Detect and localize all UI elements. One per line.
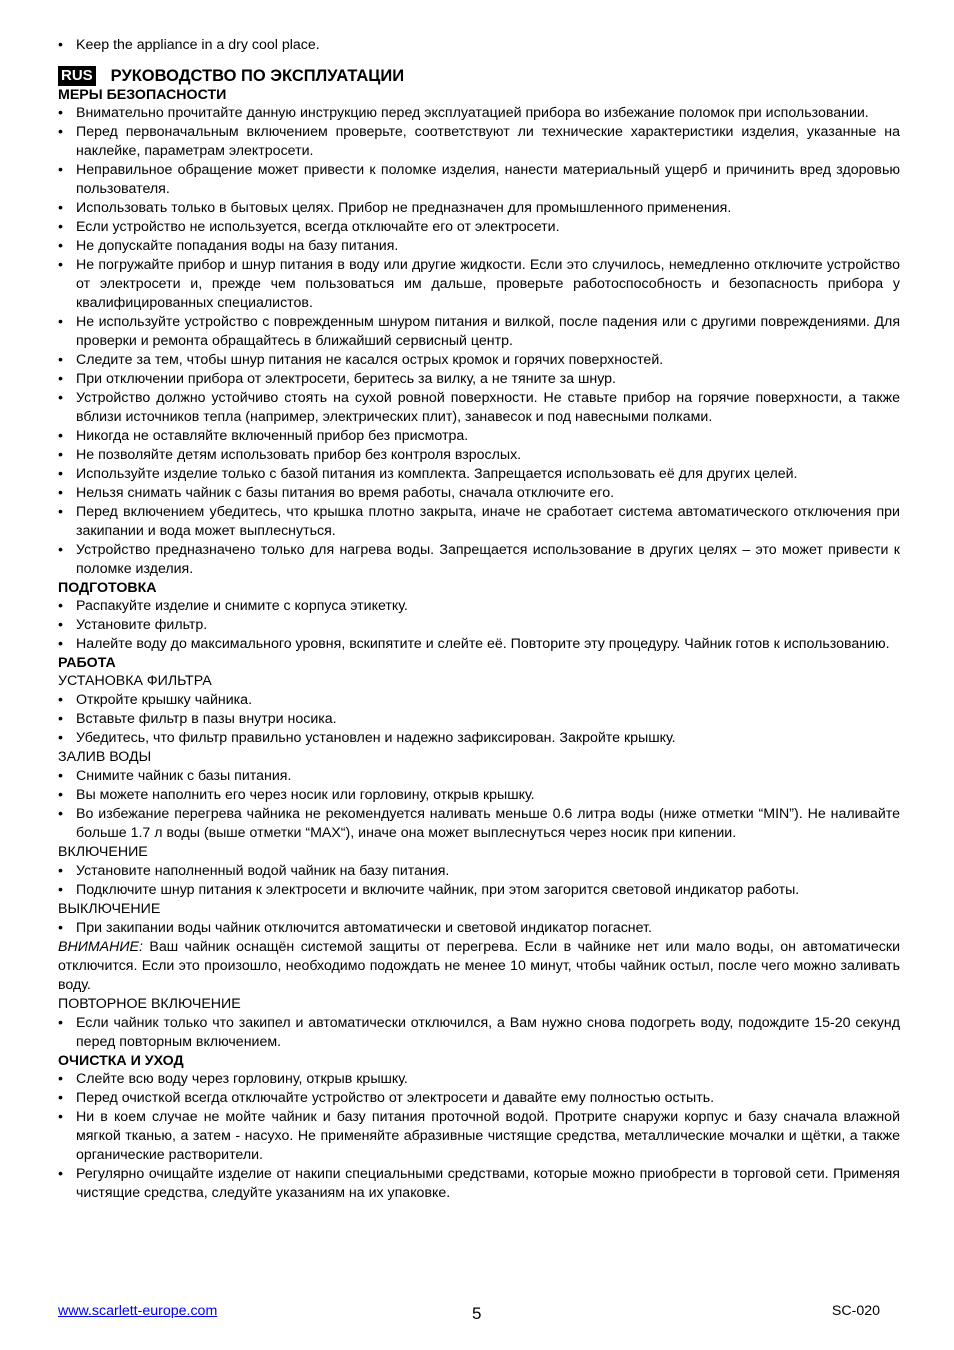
list-item <box>58 123 900 161</box>
list-item <box>58 503 900 541</box>
off-list <box>58 919 900 938</box>
list-item-text: Налейте воду до максимального уровня, вскипятите и слейте её. Повторите эту процедуру. Чайник готов к использованию. <box>76 636 890 652</box>
list-item <box>58 1108 900 1165</box>
list-item <box>58 1089 900 1108</box>
list-item <box>58 389 900 427</box>
list-item <box>58 256 900 313</box>
bullet: • <box>58 711 63 727</box>
list-item <box>58 484 900 503</box>
list-item-text: Не позволяйте детям использовать прибор без контроля взрослых. <box>76 447 522 463</box>
list-item <box>58 465 900 484</box>
list-item-text: Если чайник только что закипел и автоматически отключился, а Вам нужно снова подогреть воду, подождите 15-20 секунд перед повторным включением. <box>76 1015 900 1050</box>
bullet: • <box>58 542 63 558</box>
on-title: ВКЛЮЧЕНИЕ <box>58 844 148 860</box>
bullet: • <box>58 1071 63 1087</box>
list-item <box>58 199 900 218</box>
list-item-text: Откройте крышку чайника. <box>76 692 253 708</box>
list-item <box>58 919 900 938</box>
website-link[interactable]: www.scarlett-europe.com <box>58 1303 218 1319</box>
bullet: • <box>58 598 63 614</box>
list-item-text: Устройство предназначено только для нагрева воды. Запрещается использование в других целях – это может привести к поломке изделия. <box>76 542 900 577</box>
safety-list <box>58 104 900 579</box>
bullet: • <box>58 485 63 501</box>
list-item <box>58 370 900 389</box>
list-item-text: Вставьте фильтр в пазы внутри носика. <box>76 711 337 727</box>
list-item <box>58 104 900 123</box>
bullet: • <box>58 768 63 784</box>
bullet: • <box>58 238 63 254</box>
bullet: • <box>58 692 63 708</box>
list-item-text: Не погружайте прибор и шнур питания в воду или другие жидкости. Если это случилось, немедленно отключите устройство от электросети и, прежде чем пользоваться им дальше, проверьте работоспособность и безопасность прибора у квалифицированных специалистов. <box>76 257 900 311</box>
prep-list <box>58 597 900 654</box>
list-item-text: Слейте всю воду через горловину, открыв крышку. <box>76 1071 408 1087</box>
bullet: • <box>58 447 63 463</box>
bullet: • <box>58 1015 63 1031</box>
page-footer <box>58 1303 880 1325</box>
restart-list <box>58 1014 900 1052</box>
model-number: SC-020 <box>831 1303 880 1319</box>
list-item <box>58 237 900 256</box>
list-item <box>58 1165 900 1203</box>
list-item-text: Не используйте устройство с поврежденным шнуром питания и вилкой, после падения или с другими повреждениями. Для проверки и ремонта обращайтесь в ближайший сервисный центр. <box>76 314 900 349</box>
list-item <box>58 351 900 370</box>
list-item <box>58 597 900 616</box>
manual-title: РУКОВОДСТВО ПО ЭКСПЛУАТАЦИИ <box>110 67 405 85</box>
list-item-text: Следите за тем, чтобы шнур питания не касался острых кромок и горячих поверхностей. <box>76 352 664 368</box>
list-item <box>58 786 900 805</box>
bullet: • <box>58 257 63 273</box>
list-item-text: При закипании воды чайник отключится автоматически и световой индикатор погаснет. <box>76 920 652 936</box>
bullet: • <box>58 352 63 368</box>
list-item-text: Keep the appliance in a dry cool place. <box>76 37 320 53</box>
list-item-text: Нельзя снимать чайник с базы питания во время работы, сначала отключите его. <box>76 485 615 501</box>
list-item-text: Используйте изделие только с базой питания из комплекта. Запрещается использовать её для других целей. <box>76 466 798 482</box>
list-item-text: Во избежание перегрева чайника не рекомендуется наливать меньше 0.6 литра воды (ниже отметки “MIN”). Не наливайте больше 1.7 л воды (выше отметки “MAX“), иначе она может выплеснуться через носик при кипении. <box>76 806 900 841</box>
list-item <box>58 881 900 900</box>
bullet: • <box>58 371 63 387</box>
list-item <box>58 1014 900 1052</box>
list-item <box>58 161 900 199</box>
list-item-text: Ни в коем случае не мойте чайник и базу питания проточной водой. Протрите снаружи корпус и базу сначала влажной мягкой тканью, а затем - насухо. Не применяйте абразивные чистящие средства, металлические мочалки и щётки, а также органические растворители. <box>76 1109 900 1163</box>
filter-title: УСТАНОВКА ФИЛЬТРА <box>58 673 212 689</box>
off-title: ВЫКЛЮЧЕНИЕ <box>58 901 161 917</box>
bullet: • <box>58 504 63 520</box>
bullet: • <box>58 1090 63 1106</box>
list-item-text: Убедитесь, что фильтр правильно установлен и надежно зафиксирован. Закройте крышку. <box>76 730 676 746</box>
bullet: • <box>58 787 63 803</box>
bullet: • <box>58 636 63 652</box>
list-item-text: Перед включением убедитесь, что крышка плотно закрыта, иначе не сработает система автоматического отключения при закипании и вода может выплеснуться. <box>76 504 900 539</box>
filter-list <box>58 691 900 748</box>
bullet: • <box>58 617 63 633</box>
bullet: • <box>58 124 63 140</box>
bullet: • <box>58 390 63 406</box>
list-item <box>58 36 900 55</box>
bullet: • <box>58 162 63 178</box>
bullet: • <box>58 105 63 121</box>
restart-title: ПОВТОРНОЕ ВКЛЮЧЕНИЕ <box>58 996 241 1012</box>
list-item <box>58 541 900 579</box>
bullet: • <box>58 314 63 330</box>
bullet: • <box>58 428 63 444</box>
list-item <box>58 635 900 654</box>
bullet: • <box>58 219 63 235</box>
on-list <box>58 862 900 900</box>
bullet: • <box>58 730 63 746</box>
list-item-text: Перед первоначальным включением проверьте, соответствуют ли технические характеристики изделия, указанные на наклейке, параметрам электросети. <box>76 124 900 159</box>
list-item <box>58 427 900 446</box>
bullet: • <box>58 806 63 822</box>
list-item-text: Распакуйте изделие и снимите с корпуса этикетку. <box>76 598 408 614</box>
list-item <box>58 616 900 635</box>
warning-text: Ваш чайник оснащён системой защиты от перегрева. Если в чайнике нет или мало воды, он автоматически отключится. Если это произошло, необходимо подождать не менее 10 минут, чтобы чайник остыл, после чего можно заливать воду. <box>58 939 900 993</box>
list-item-text: Не допускайте попадания воды на базу питания. <box>76 238 399 254</box>
list-item-text: Подключите шнур питания к электросети и включите чайник, при этом загорится световой индикатор работы. <box>76 882 800 898</box>
list-item-text: Установите наполненный водой чайник на базу питания. <box>76 863 450 879</box>
document-page <box>58 36 900 1203</box>
list-item-text: Никогда не оставляйте включенный прибор без присмотра. <box>76 428 469 444</box>
list-item <box>58 1070 900 1089</box>
list-item-text: Снимите чайник с базы питания. <box>76 768 292 784</box>
list-item <box>58 691 900 710</box>
list-item-text: Неправильное обращение может привести к поломке изделия, нанести материальный ущерб и причинить вред здоровью пользователя. <box>76 162 900 197</box>
care-title: ОЧИСТКА И УХОД <box>58 1053 184 1069</box>
list-item-text: Использовать только в бытовых целях. Прибор не предназначен для промышленного применения. <box>76 200 732 216</box>
list-item <box>58 710 900 729</box>
bullet: • <box>58 882 63 898</box>
bullet: • <box>58 1166 63 1182</box>
bullet: • <box>58 1109 63 1125</box>
list-item <box>58 805 900 843</box>
list-item-text: При отключении прибора от электросети, беритесь за вилку, а не тяните за шнур. <box>76 371 616 387</box>
fill-list <box>58 767 900 843</box>
list-item <box>58 313 900 351</box>
list-item-text: Установите фильтр. <box>76 617 208 633</box>
warning-label: ВНИМАНИЕ: <box>58 939 143 955</box>
list-item-text: Внимательно прочитайте данную инструкцию перед эксплуатацией прибора во избежание поломок при использовании. <box>76 105 869 121</box>
list-item-text: Устройство должно устойчиво стоять на сухой ровной поверхности. Не ставьте прибор на горячие поверхности, а также вблизи источников тепла (например, электрических плит), занавесок и под навесными полками. <box>76 390 900 425</box>
list-item <box>58 729 900 748</box>
warning-note <box>58 938 900 995</box>
bullet: • <box>58 37 63 53</box>
bullet: • <box>58 466 63 482</box>
list-item <box>58 218 900 237</box>
page-number: 5 <box>472 1304 482 1323</box>
bullet: • <box>58 863 63 879</box>
safety-title: МЕРЫ БЕЗОПАСНОСТИ <box>58 87 227 103</box>
work-title: РАБОТА <box>58 655 116 671</box>
list-item-text: Если устройство не используется, всегда отключайте его от электросети. <box>76 219 560 235</box>
language-badge: RUS <box>58 66 96 86</box>
list-item-text: Перед очисткой всегда отключайте устройство от электросети и давайте ему полностью остыть. <box>76 1090 715 1106</box>
prep-title: ПОДГОТОВКА <box>58 580 157 596</box>
list-item <box>58 446 900 465</box>
section-heading <box>58 66 900 86</box>
list-item-text: Регулярно очищайте изделие от накипи специальными средствами, которые можно приобрести в торговой сети. Применяя чистящие средства, следуйте указаниям на их упаковке. <box>76 1166 900 1201</box>
list-item-text: Вы можете наполнить его через носик или горловину, открыв крышку. <box>76 787 535 803</box>
list-item <box>58 862 900 881</box>
bullet: • <box>58 200 63 216</box>
fill-title: ЗАЛИВ ВОДЫ <box>58 749 152 765</box>
care-list <box>58 1070 900 1203</box>
list-item <box>58 767 900 786</box>
bullet: • <box>58 920 63 936</box>
